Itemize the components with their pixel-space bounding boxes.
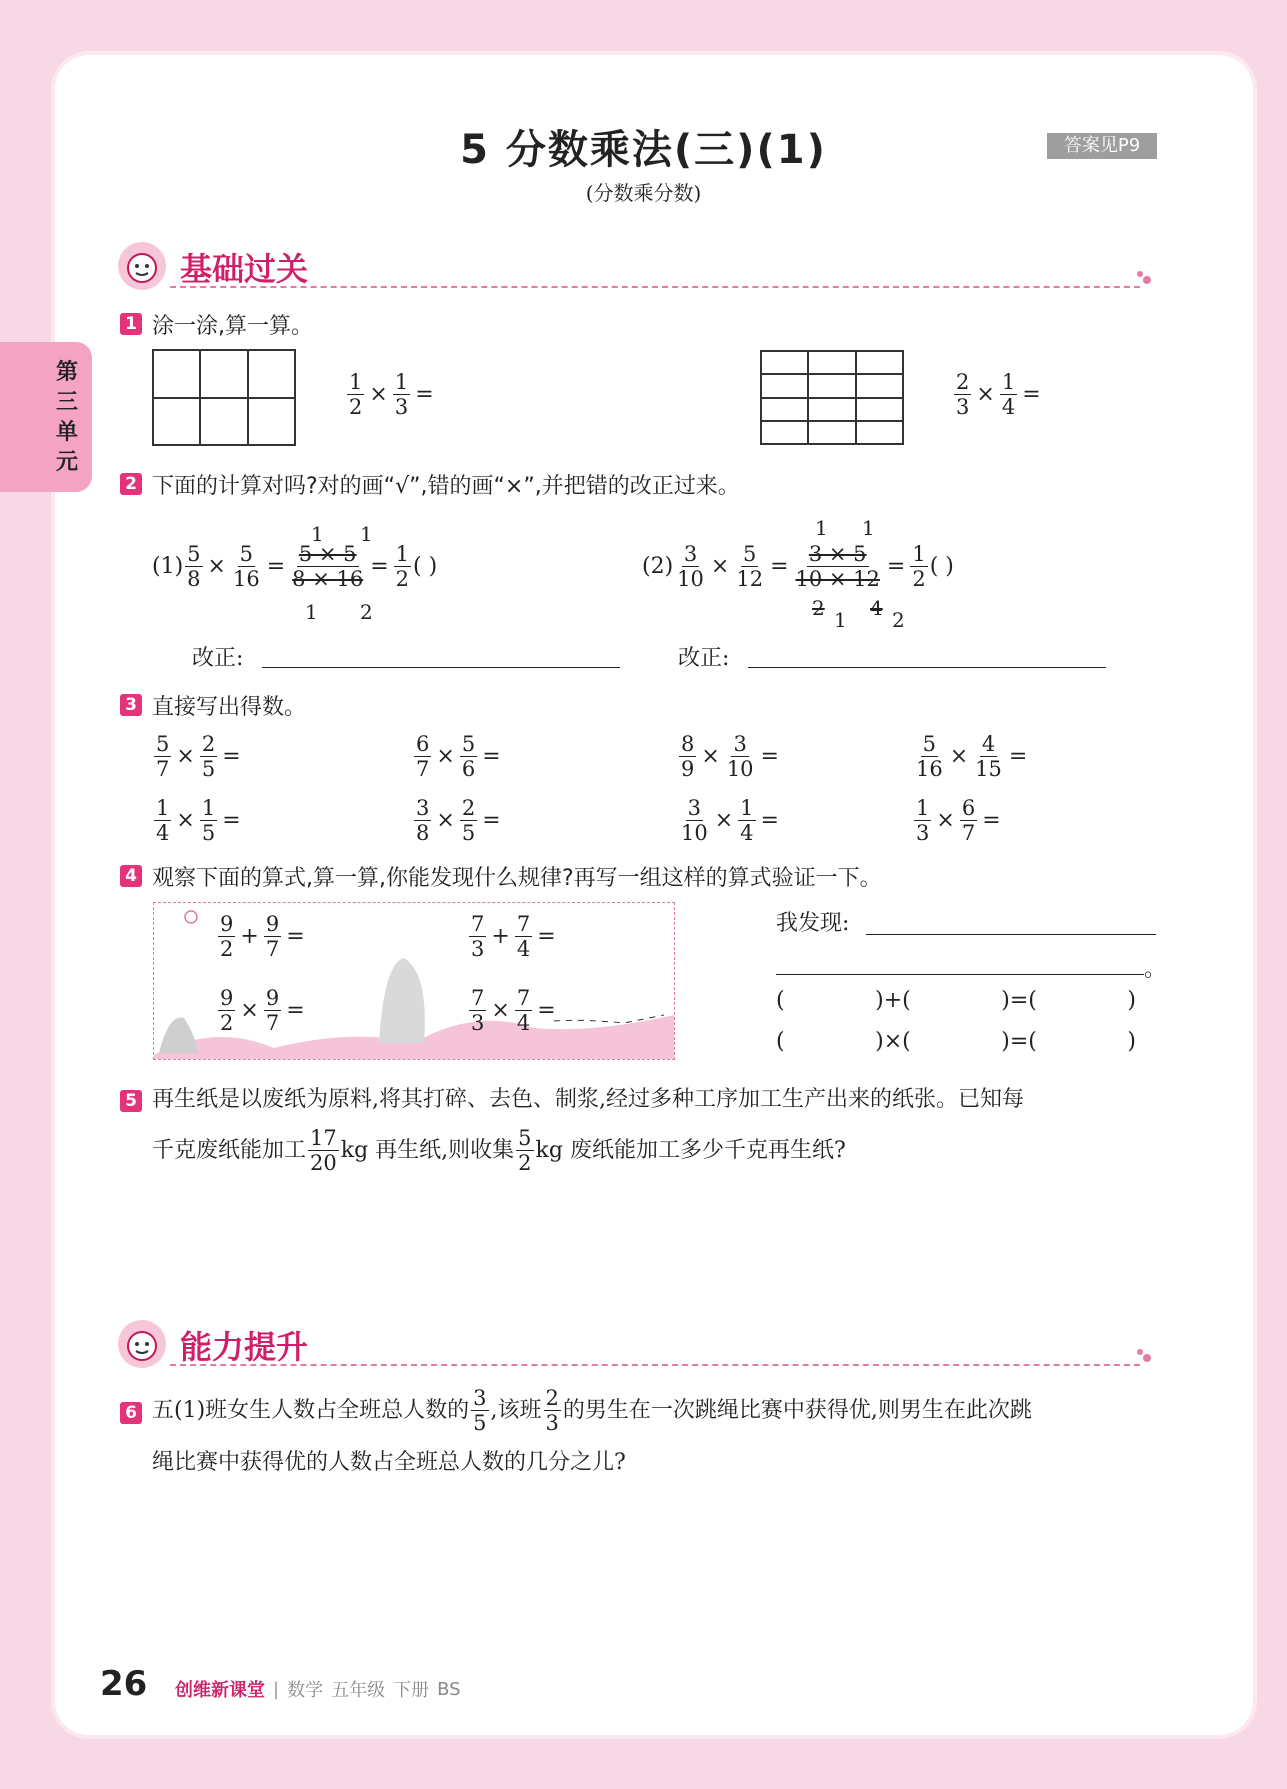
pattern-expression: $\frac{7}{3}$ + $\frac{7}{4}$ = [471,912,556,961]
word-problem-line: 千克废纸能加工 $\frac{17}{20}$ kg 再生纸,则收集 $\frac{5}{2}$ kg 废纸能加工多少千克再生纸? [152,1126,846,1175]
oral-calc-item[interactable]: $\frac{1}{3}$ × $\frac{6}{7}$ = [916,796,1001,845]
question-number: 5 [120,1090,142,1112]
found-label: 我发现: [776,911,850,936]
period: 。 [1144,957,1167,982]
section-divider [170,1364,1140,1366]
verify-row-product[interactable]: ( )×( )=( ) [776,1029,1136,1054]
section-advance-title: 能力提升 [180,1328,309,1366]
word-problem-line: 五(1)班女生人数占全班总人数的 $\frac{3}{5}$ ,该班 $\frac{2}{3}$ 的男生在一次跳绳比赛中获得优,则男生在此次跳 [152,1386,1032,1435]
found-answer-line[interactable] [866,934,1156,935]
fix-label: 改正: [192,646,244,671]
question-number: 1 [120,313,142,335]
found-answer-line[interactable] [776,974,1144,975]
cancel-note: 1 [360,522,373,546]
dots-ornament [1136,270,1152,286]
expression: $\frac{2}{3}$ × $\frac{1}{4}$ = [956,370,1041,419]
verify-row-sum[interactable]: ( )+( )=( ) [776,988,1136,1013]
oral-calc-item[interactable]: $\frac{8}{9}$ × $\frac{3}{10}$ = [681,732,779,781]
judgement-blank[interactable]: ( ) [413,554,438,579]
judgement-blank[interactable]: ( ) [929,554,954,579]
cancel-note: 1 [834,608,847,632]
q2-part1-expression: (1) $\frac{5}{8}$ × $\frac{5}{16}$ = $\frac{5 \times 5}{8 \times 16}$ = $\frac{1}{2}$ ( ) [152,542,438,591]
cancel-note: 1 [862,516,875,540]
dots-ornament [1136,1348,1152,1364]
fix-answer-line[interactable] [748,667,1106,668]
page-subtitle: (分数乘分数) [585,181,702,205]
question-number: 2 [120,473,142,495]
unit-tab-label: 第三单元 [55,360,78,475]
cancel-note: 2 [892,608,905,632]
oral-calc-item[interactable]: $\frac{3}{10}$ × $\frac{1}{4}$ = [681,796,779,845]
cancel-note: 1 [815,516,828,540]
question-number: 3 [120,694,142,716]
shading-grid-4x3[interactable] [760,350,904,445]
cancel-note: 1 [311,522,324,546]
section-divider [170,286,1140,288]
pattern-expression: $\frac{9}{2}$ + $\frac{9}{7}$ = [220,912,305,961]
answer-space[interactable] [152,1500,1152,1650]
cancel-note: 2 [360,600,373,624]
pattern-expression: $\frac{9}{2}$ × $\frac{9}{7}$ = [220,986,305,1035]
question-text: 下面的计算对吗?对的画“√”,错的画“×”,并把错的改正过来。 [152,474,740,499]
cancel-note: 2 [812,596,825,620]
question-text: 直接写出得数。 [152,695,307,720]
section-basic-title: 基础过关 [180,250,309,288]
q2-part2-expression: (2) $\frac{3}{10}$ × $\frac{5}{12}$ = $\frac{3 \times 5}{10 \times 12}$ = $\frac{1}{2}$ ( ) [642,542,954,591]
question-number: 4 [120,865,142,887]
mascot-icon [118,1320,166,1368]
question-text: 观察下面的算式,算一算,你能发现什么规律?再写一组这样的算式验证一下。 [152,866,882,891]
expression: $\frac{1}{2}$ × $\frac{1}{3}$ = [349,370,434,419]
fix-answer-line[interactable] [262,667,620,668]
shading-grid-2x3[interactable] [152,349,296,446]
page-sheet [55,55,1253,1735]
footer-info: 创维新课堂 | 数学 五年级 下册 BS [175,1678,461,1701]
question-text: 涂一涂,算一算。 [152,314,313,339]
page-number: 26 [100,1664,148,1704]
word-problem-line: 再生纸是以废纸为原料,将其打碎、去色、制浆,经过多种工序加工生产出来的纸张。已知每 [152,1087,1024,1112]
oral-calc-item[interactable]: $\frac{5}{7}$ × $\frac{2}{5}$ = [156,732,241,781]
mascot-icon [118,242,166,290]
page-title: 5 分数乘法(三)(1) [460,127,827,173]
cancel-note: 4 [870,596,883,620]
pattern-expression: $\frac{7}{3}$ × $\frac{7}{4}$ = [471,986,556,1035]
fix-label: 改正: [678,646,730,671]
oral-calc-item[interactable]: $\frac{6}{7}$ × $\frac{5}{6}$ = [416,732,501,781]
question-number: 6 [120,1402,142,1424]
oral-calc-item[interactable]: $\frac{1}{4}$ × $\frac{1}{5}$ = [156,796,241,845]
cancel-note: 1 [305,600,318,624]
oral-calc-item[interactable]: $\frac{3}{8}$ × $\frac{2}{5}$ = [416,796,501,845]
answer-reference: 答案见P9 [1047,133,1157,159]
oral-calc-item[interactable]: $\frac{5}{16}$ × $\frac{4}{15}$ = [916,732,1028,781]
word-problem-line: 绳比赛中获得优的人数占全班总人数的几分之儿? [152,1450,626,1475]
answer-space[interactable] [152,1190,1152,1310]
